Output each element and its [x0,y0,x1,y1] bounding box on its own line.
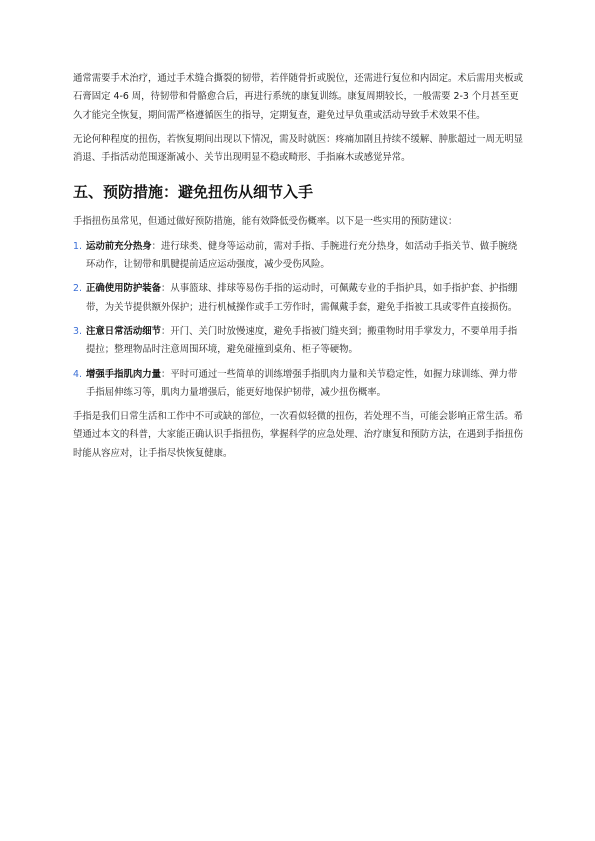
intro-paragraph-2: 无论何种程度的扭伤，若恢复期间出现以下情况，需及时就医：疼痛加剧且持续不缓解、肿胀超过一周无明显消退、手指活动范围逐渐减小、关节出现明显不稳或畸形、手指麻木或感觉异常。 [73,133,524,164]
list-item-title: 注意日常活动细节 [86,325,162,337]
list-number: 3. [73,325,82,337]
section-intro: 手指扭伤虽常见，但通过做好预防措施，能有效降低受伤概率。以下是一些实用的预防建议： [73,216,458,228]
list-item-title: 正确使用防护装备 [86,283,162,295]
list-number: 2. [73,283,82,295]
list-item-title: 增强手指肌肉力量 [86,368,162,380]
list-number: 4. [73,368,82,380]
list-item [73,323,523,360]
prevention-list [73,238,523,402]
list-item [73,238,523,275]
closing-paragraph: 手指是我们日常生活和工作中不可或缺的部位，一次看似轻微的扭伤，若处理不当，可能会影响正常生活。希望通过本文的科普，大家能正确认识手指扭伤，掌握科学的应急处理、治疗康复和预防方法，在遇到手指扭伤时能从容应对，让手指尽快恢复健康。 [73,411,524,459]
list-item-text: ：进行球类、健身等运动前，需对手指、手腕进行充分热身，如活动手指关节、做手腕绕环动作，让韧带和肌腱提前适应运动强度，减少受伤风险。 [86,240,518,271]
list-number: 1. [73,240,82,252]
document-page [73,70,523,469]
list-item-text: ：平时可通过一些简单的训练增强手指肌肉力量和关节稳定性，如握力球训练、弹力带手指屈伸练习等，肌肉力量增强后，能更好地保护韧带，减少扭伤概率。 [86,368,518,398]
list-item [73,366,523,403]
list-item-text: ：开门、关门时放慢速度，避免手指被门缝夹到；搬重物时用手掌发力，不要单用手指提拉；整理物品时注意周围环境，避免碰撞到桌角、柜子等硬物。 [86,325,518,356]
section-heading: 五、预防措施：避免扭伤从细节入手 [73,183,314,202]
intro-paragraph-1: 通常需要手术治疗，通过手术缝合撕裂的韧带，若伴随骨折或脱位，还需进行复位和内固定。术后需用夹板或石膏固定 4-6 周，待韧带和骨骼愈合后，再进行系统的康复训练。康复周期较长，一般需要 2-3 个月甚至更久才能完全恢复，期间需严格遵循医生的指导，定期复查，避免过早负重或活动导致手术效果不佳。 [73,73,524,121]
list-item [73,280,523,317]
list-item-text: ：从事篮球、排球等易伤手指的运动时，可佩戴专业的手指护具，如手指护套、护指绷带，为关节提供额外保护；进行机械操作或手工劳作时，需佩戴手套，避免手指被工具或零件直接损伤。 [86,283,518,313]
list-item-title: 运动前充分热身 [86,240,152,252]
